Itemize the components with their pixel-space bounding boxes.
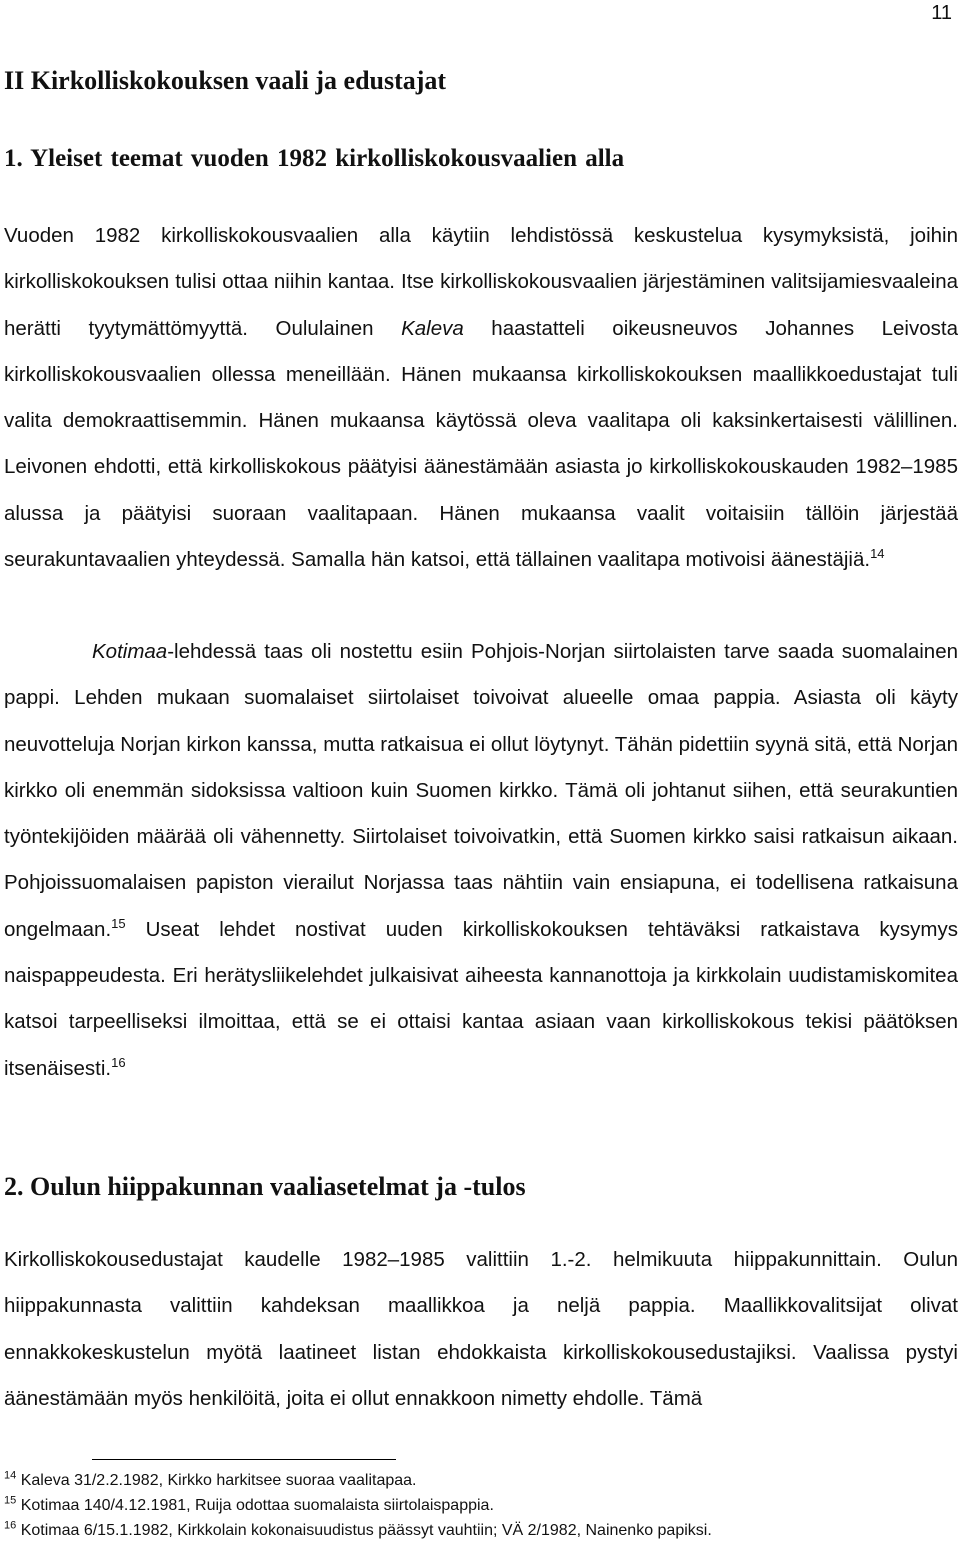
footnotes — [4, 1468, 712, 1543]
paragraph-text: Useat lehdet nostivat uuden kirkolliskokouksen tehtäväksi ratkaistava kysymys naispappeudesta. Eri herätysliikelehdet julkaisivat aiheesta kannanottoja ja kirkkolain uudistamiskomitea katsoi tarpeelliseksi ilmoittaa, että se ei ottaisi kantaa asiaan vaan kirkolliskokous tekisi päätöksen itsenäisesti. — [4, 917, 958, 1080]
newspaper-name: Kaleva — [401, 316, 464, 340]
footnote-text: Kotimaa 6/15.1.1982, Kirkkolain kokonaisuudistus päässyt vauhtiin; VÄ 2/1982, Nainenko papiksi. — [16, 1522, 712, 1539]
paragraph-text: Vuoden 1982 kirkolliskokousvaalien alla käytiin lehdistössä keskustelua kysymyksistä, joihin kirkolliskokouksen tulisi ottaa niihin kantaa. Itse kirkolliskokousvaalien järjestäminen valitsijamiesvaaleina herätti tyytymättömyyttä. Oululainen — [4, 224, 958, 340]
footnote-text: Kaleva 31/2.2.1982, Kirkko harkitsee suoraa vaalitapaa. — [16, 1472, 417, 1489]
footnote-number: 15 — [4, 1494, 17, 1507]
section-2-heading: 2. Oulun hiippakunnan vaaliasetelmat ja -tulos — [4, 1172, 526, 1201]
footnote-number: 16 — [4, 1519, 17, 1532]
newspaper-name: Kotimaa — [92, 640, 168, 663]
footnote-ref[interactable]: 15 — [111, 915, 126, 931]
footnote-divider — [92, 1459, 396, 1460]
footnote — [4, 1468, 712, 1493]
section-1-paragraph-1 — [4, 213, 958, 583]
footnote-ref[interactable]: 14 — [870, 546, 885, 562]
paragraph-text: -lehdessä taas oli nostettu esiin Pohjois-Norjan siirtolaisten tarve saada suomalainen pappi. Lehden mukaan suomalaiset siirtolaiset toivoivat alueelle omaa pappia. Asiasta oli käyty neuvotteluja Norjan kirkon kanssa, mutta ratkaisua ei ollut löytynyt. Tähän pidettiin syynä sitä, että Norjan kirkko oli enemmän sidoksissa valtioon kuin Suomen kirkko. Tämä oli johtanut siihen, että seurakuntien työntekijöiden määrää oli vähennetty. Siirtolaiset toivoivatkin, että Suomen kirkko saisi ratkaisun aikaan. Pohjoissuomalaisen papiston vierailut Norjassa taas nähtiin vain ensiapuna, ei todellisena ratkaisuna ongelmaan. — [4, 640, 958, 941]
page-number: 11 — [931, 2, 952, 24]
section-1-paragraph-2 — [4, 629, 958, 1092]
footnote — [4, 1518, 712, 1543]
footnote-number: 14 — [4, 1469, 17, 1482]
section-2-paragraph-1: Kirkolliskokousedustajat kaudelle 1982–1985 valittiin 1.-2. helmikuuta hiippakunnittain. Oulun hiippakunnasta valittiin kahdeksan maallikkoa ja neljä pappia. Maallikkovalitsijat olivat ennakkokeskustelun myötä laatineet listan ehdokkaista kirkolliskokousedustajiksi. Vaalissa pystyi äänestämään myös henkilöitä, joita ei ollut ennakkoon nimetty ehdolle. Tämä — [4, 1248, 958, 1410]
footnote-ref[interactable]: 16 — [111, 1054, 126, 1070]
paragraph-text: haastatteli oikeusneuvos Johannes Leivosta kirkolliskokousvaalien ollessa meneillään. Hänen mukaansa kirkolliskokouksen maallikkoedustajat tuli valita demokraattisemmin. Hänen mukaansa käytössä oleva vaalitapa oli kaksinkertaisesti välillinen. Leivonen ehdotti, että kirkolliskokous päätyisi äänestämään asiasta jo kirkolliskokouskauden 1982–1985 alussa ja päätyisi suoraan vaalitapaan. Hänen mukaansa vaalit voitaisiin tällöin järjestää seurakuntavaalien yhteydessä. Samalla hän katsoi, että tällainen vaalitapa motivoisi äänestäjiä. — [4, 316, 958, 572]
chapter-heading: II Kirkolliskokouksen vaali ja edustajat — [4, 66, 447, 95]
footnote-text: Kotimaa 140/4.12.1981, Ruija odottaa suomalaista siirtolaispappia. — [16, 1497, 494, 1514]
section-1-heading: 1. Yleiset teemat vuoden 1982 kirkolliskokousvaalien alla — [4, 145, 625, 172]
footnote — [4, 1493, 712, 1518]
